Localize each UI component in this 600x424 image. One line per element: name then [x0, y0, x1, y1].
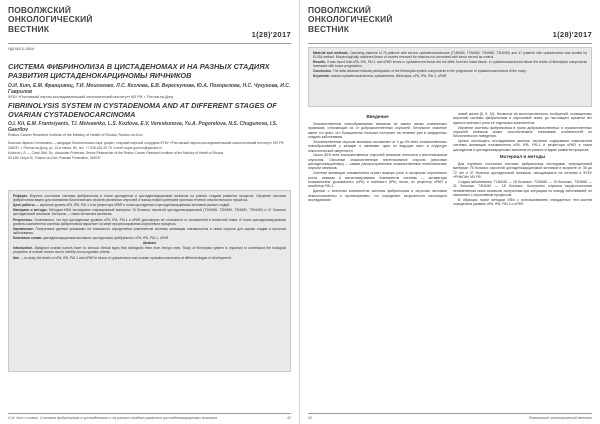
- abstract-label: Aim: [13, 255, 20, 260]
- journal-name-line: ВЕСТНИК: [8, 23, 50, 34]
- left-page-header: [8, 6, 291, 44]
- affiliation-en: Rostov Cancer Research Institute of the Ministry of Health of Russia, Rostov-on-Don: [8, 133, 143, 137]
- right-page-footer: [308, 413, 592, 420]
- abstract-paragraph: [13, 208, 286, 216]
- abstract-label: Реферат.: [13, 194, 28, 198]
- abstract-label: Заключение.: [13, 226, 34, 231]
- section-heading-methods: Материал и методы: [499, 154, 546, 160]
- authors-en: O.I. Kit, E.M. Frantsiyants, T.I. Moiseenko, L.S. Kozlova, E.V. Vereskunova, Yu.A. Pogorelova, N.S. Chugunova, I.S. Gavrilov: [8, 121, 278, 132]
- abstract-box: [8, 190, 291, 372]
- body-paragraph: Около 80% всех злокачественных опухолей яичников относятся к эпителиальным опухолям. Серозные злокачественные эпителиальные опухоли (серозные цистаденокарциномы) — самые распространенные злокачественные эпителиальные опухоли яичников.: [308, 153, 447, 171]
- section-heading-introduction: Введение: [366, 114, 389, 119]
- left-page-footer: [8, 413, 291, 420]
- body-paragraph: новой жизни [8, 9, 10]. Несмотря на многочисленность сообщений, посвященных изучению системы фибринолиза в опухолевой ткани, до настоящего времени нет единого мнения о роли ее отдельных компонентов.: [453, 112, 592, 125]
- abstract-continuation-box: [308, 47, 592, 107]
- abstract-label: Keywords:: [313, 74, 330, 78]
- body-paragraph: Злокачественные опухоли яичников составляют от 4 до 6% всех злокачественных новообразований у женщин и занимают одно из ведущих мест в структуре онкологической смертности.: [308, 139, 447, 153]
- abstract-label: Material and methods.: [313, 51, 349, 55]
- bio-paragraph: 344037, г. Ростов-на-Дону, ул. 14-я линия, 63, тел. +7-918-424-29-76, e-mail: super.gormon@yandex.ru: [8, 146, 163, 150]
- abstract-label: Цель работы: [13, 203, 35, 208]
- abstract-paragraph: [13, 236, 286, 240]
- journal-name-line: ПОВОЛЖСКИЙ: [8, 5, 72, 15]
- abstract-text: Operating material of 76 patients with serous cystadenocarcinoma (T1N0M0, T2N0M0, T3N0M0, T3N1M0) and 47 patients with cystadenoma was studied by ELISA method. Morphologically unaltered tissue of ovaries removed for reasons not connected with tumor served as control.: [313, 51, 587, 59]
- article-title-ru: СИСТЕМА ФИБРИНОЛИЗА В ЦИСТАДЕНОМАХ И НА РАЗНЫХ СТАДИЯХ РАЗВИТИЯ ЦИСТАДЕНОКАРЦИНОМЫ ЯИЧНИКОВ: [8, 63, 270, 80]
- bio-paragraph: 63 14th Liniya St., Rostov-on-Don, Russian Federation, 344037: [8, 156, 101, 160]
- right-page: [300, 0, 600, 424]
- abstract-text: Полученные данные указывают на значимость определения компонентов системы активации плазминогена в ткани опухоли для оценки стадии и прогноза заболевания.: [13, 226, 286, 235]
- body-paragraph: Злокачественные новообразования яичников не имеют явных клинических признаков, отличающих их от доброкачественных опухолей. Летальное значение имеет тот факт, что большинство больных поступает на лечение уже в запущенных стадиях заболевания.: [308, 122, 447, 140]
- author-bio: [8, 141, 291, 187]
- journal-name-line: ПОВОЛЖСКИЙ: [308, 5, 372, 15]
- abstract-text: Изучено состояние системы фибринолиза в ткани цистаденом и цистаденокарциномы яичников на разных стадиях развития процесса. Изучение системы фибринолиза важно для понимания биологических свойств различных опухолей и поиска новых критериев прогноза течения онкологического процесса.: [13, 194, 287, 202]
- abstract-text: Установлено, что при цистаденоме уровень uPA, tPA, PAI-1 и uPAR достоверно не отличается от показателей в интактной ткани. В ткани цистаденокарциномы уровень компонентов системы фибринолиза нарастает по мере прогрессирования опухолевого процесса.: [13, 217, 286, 226]
- abstract-label: Результаты.: [13, 217, 33, 222]
- abstract-text: The data obtained indicate participation of the fibrinolysis system components in the progression of cystadenocarcinoma of the ovary.: [332, 69, 527, 73]
- abstract-label: Results.: [313, 60, 326, 64]
- journal-name-line: ОНКОЛОГИЧЕСКИЙ: [8, 14, 93, 25]
- abstract-text: цистаденокарцинома яичников, цистаденома, фибринолиз, uPA, tPA, PAI-1, uPAR.: [42, 235, 170, 240]
- abstract-paragraph: [13, 227, 286, 235]
- article-title-en: FIBRINOLYSIS SYSTEM IN CYSTADENOMA AND AT DIFFERENT STAGES OF OVARIAN CYSTADENOCARCINOMA: [8, 102, 277, 119]
- abstract-paragraph: [313, 69, 587, 73]
- journal-name-line: ВЕСТНИК: [308, 23, 350, 34]
- udc-code: [8, 47, 291, 61]
- authors-ru: О.И. Кит, Е.М. Франциянц, Т.И. Моисеенко, Л.С. Козлова, Е.В. Верескунова, Ю.А. Погорелова, Н.С. Чугунова, И.С. Гаврилов: [8, 83, 291, 94]
- bio-paragraph: Козлова Лариса Степановна — кандидат биологических наук, доцент, старший научный сотрудник ФГБУ «Ростовский научно-исследовательский онкологический институт» МЗ РФ: [8, 141, 284, 145]
- abstract-label: Conclusion.: [313, 69, 332, 73]
- page-number: 42: [308, 416, 312, 420]
- abstract-text: It was found that uPA, tPA, PAI-1 and uPAR levels in cystadenoma tissue did not differ from the intact tissue. In cystadenocarcinoma tissue the levels of fibrinolysis components increased with tumor progression.: [313, 60, 588, 68]
- abstract-label: Ключевые слова:: [13, 235, 42, 240]
- journal-name-line: ОНКОЛОГИЧЕСКИЙ: [308, 14, 393, 25]
- abstract-paragraph: [313, 51, 587, 59]
- running-footer: О.И. Кит и соавт. Система фибринолиза в цистаденомах и на разных стадиях развития цистаденокарциномы яичников: [8, 416, 218, 420]
- affiliation-ru: ФГБУ «Ростовский научно-исследовательский онкологический институт» МЗ РФ, г. Ростов-на-Дону: [8, 95, 174, 99]
- abstract-paragraph: [13, 256, 286, 260]
- bio-paragraph: Kozlova L.S. — Cand. Biol. Sc., Associate Professor, Senior Researcher of the Rostov Cancer Research Institute of the Ministry of Health of Russia: [8, 151, 224, 155]
- abstract-heading-en: Abstract: [142, 241, 157, 246]
- body-paragraph: Изучение системы фибринолиза в ткани доброкачественных и злокачественных опухолей яичников может способствовать пониманию особенностей их биологического поведения.: [453, 125, 592, 139]
- body-paragraph: Данные о значении компонентов системы фибринолиза в опухолях яичников немногочисленны и противоречивы, что определяет актуальность настоящего исследования.: [308, 189, 447, 202]
- right-page-header: [308, 6, 592, 44]
- running-footer: Поволжский онкологический вестник: [528, 416, 592, 420]
- abstract-paragraph: [13, 218, 286, 226]
- abstract-paragraph: [313, 74, 587, 78]
- body-paragraph: Система активации плазминогена играет важную роль в процессах опухолевого роста, инвазии и метастазирования. Компоненты системы — активаторы плазминогена урокиназного (uPA) и тканевого (tPA) типов, их рецептор uPAR и ингибитор PAI-1.: [308, 171, 447, 189]
- abstract-paragraph: [313, 60, 587, 68]
- abstract-label: Introduction.: [13, 246, 34, 251]
- page-number: 41: [287, 416, 291, 420]
- body-column-right: [453, 112, 592, 412]
- abstract-label: Материал и методы.: [13, 208, 48, 213]
- abstract-paragraph: [13, 203, 286, 207]
- body-paragraph: Целью настоящего исследования явилось изучение содержания компонентов системы активации плазминогена uPA, tPA, PAI-1 и рецептора uPAR в ткани цистаденом и цистаденокарциномы яичников на разных стадиях развития процесса.: [453, 139, 592, 152]
- abstract-text: — to study the levels of uPA, tPA, PAI-1 and uPAR in tissue of cystadenoma and ovarian cystadenocarcinoma at different stages of development.: [20, 255, 232, 260]
- body-paragraph: Для изучения состояния системы фибринолиза исследован операционный материал 76 больных серозной цистаденокарциномой яичников в возрасте от 38 до 72 лет и 47 больных цистаденомой яичников, находившихся на лечении в ФГБУ «РНИОИ» МЗ РФ.: [453, 162, 592, 180]
- abstract-paragraph: [13, 194, 286, 202]
- body-column-left: [308, 112, 447, 412]
- body-paragraph: Стадия заболевания: T1N0M0 — 18 больных, T2N0M0 — 19 больных, T3N0M0 — 21 больная, T3N1M0 — 18 больных. Контролем служила морфологически неизмененная ткань яичников, полученная при операциях по поводу заболеваний, не связанных с опухолевым процессом.: [453, 179, 592, 197]
- abstract-text: Методом ИФА исследован операционный материал 76 больных серозной цистаденокарциномой (T1N0M0, T2N0M0, T3N0M0, T3N1M0) и 47 больных цистаденомой яичников. Контроль — ткань интактных яичников.: [13, 208, 286, 217]
- journal-name: [308, 6, 393, 34]
- journal-name: [8, 6, 93, 34]
- abstract-paragraph: [13, 246, 286, 254]
- abstract-paragraph: [13, 241, 286, 245]
- body-paragraph: В образцах ткани методом ИФА с использованием стандартных тест-систем определяли уровень uPA, tPA, PAI-1 и uPAR.: [453, 197, 592, 207]
- body-columns: [308, 112, 592, 412]
- issue-number: 1(28)'2017: [552, 30, 592, 39]
- abstract-text: ovarian cystadenocarcinoma, cystadenoma, fibrinolysis, uPA, tPA, PAI-1, uPAR.: [330, 74, 448, 78]
- abstract-text: — изучение уровня uPA, tPA, PAI-1 и их рецептора uPAR в ткани цистаденом и цистаденокарциномы яичников разных стадий.: [35, 203, 231, 208]
- issue-number: 1(28)'2017: [251, 30, 291, 39]
- udc-text: УДК 618.11-006.6: [8, 47, 35, 51]
- abstract-text: Malignant ovarian tumors have no obvious clinical signs that distinguish them from benign ones. Study of fibrinolysis system is important to understand the biological properties of ovarian tumors and to identify new prognostic criteria.: [13, 246, 287, 255]
